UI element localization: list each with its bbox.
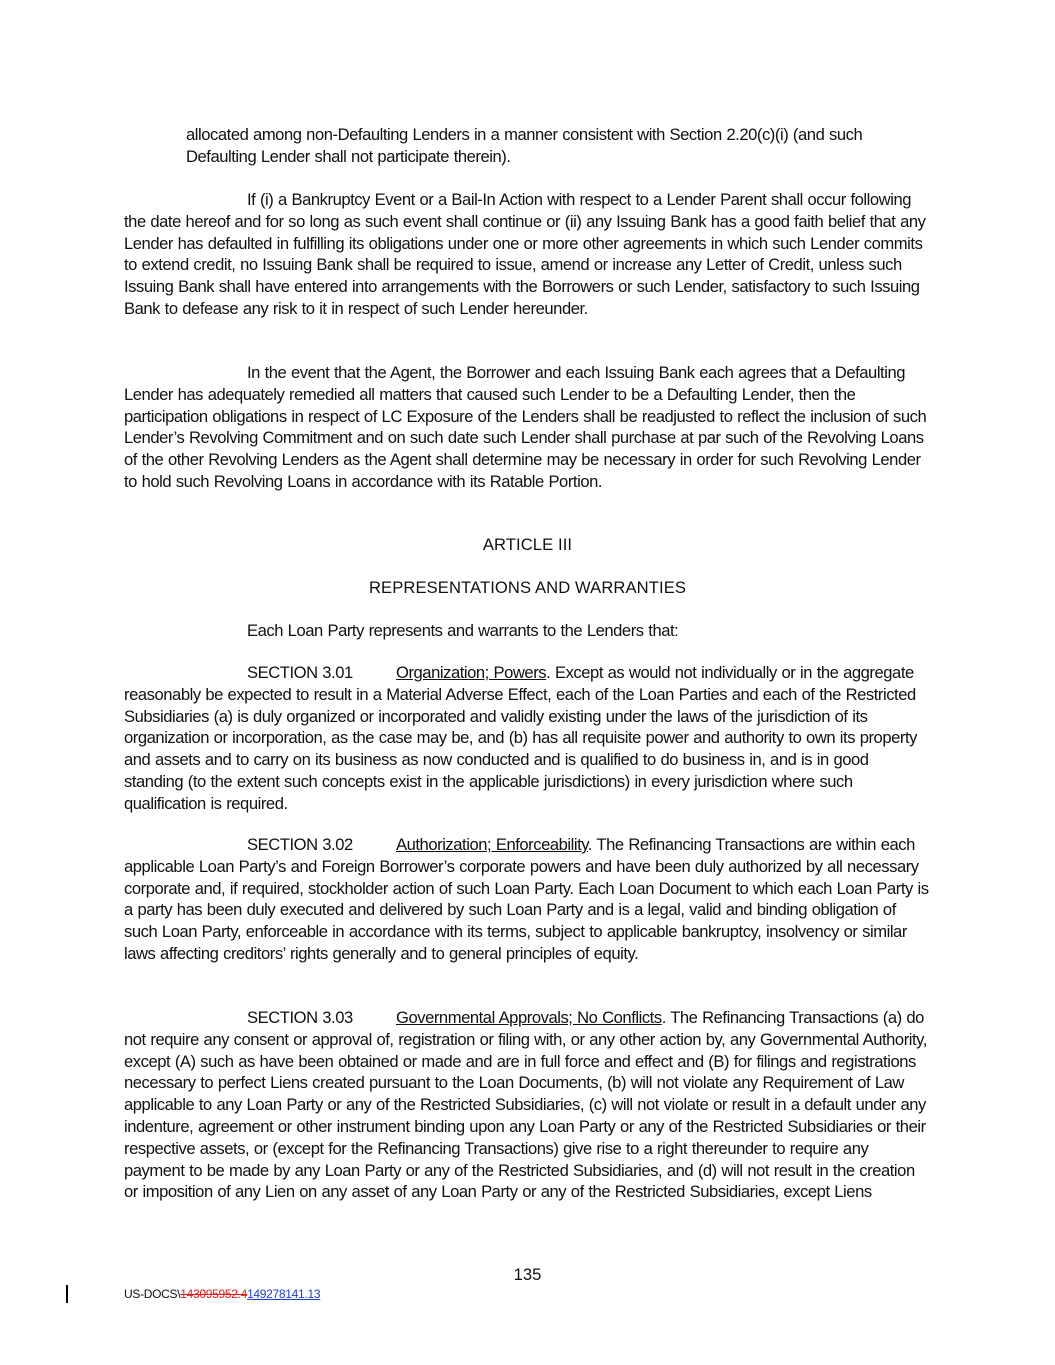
section-3-03 <box>124 1007 930 1203</box>
paragraph-defaulting-lender-remedy: In the event that the Agent, the Borrower and each Issuing Bank each agrees that a Defaulting Lender has adequately remedied all matters that caused such Lender to be a Defaulting Lender, then the participation obligations in respect of LC Exposure of the Lenders shall be readjusted to reflect the inclusion of such Lender’s Revolving Commitment and on such date such Lender shall purchase at par such of the Revolving Loans of the other Revolving Lenders as the Agent shall determine may be necessary in order for such Revolving Lender to hold such Revolving Loans in accordance with its Ratable Portion. <box>124 363 927 491</box>
section-body: . Except as would not individually or in the aggregate reasonably be expected to result in a Material Adverse Effect, each of the Loan Parties and each of the Restricted Subsidiaries (a) is duly organized or incorporated and validly existing under the laws of the jurisdiction of its organization or incorporation, as the case may be, and (b) has all requisite power and authority to own its property and assets and to carry on its business as now conducted and is qualified to do business in, and is in good standing (to the extent such concepts exist in the applicable jurisdictions) in every jurisdiction where such qualification is required. <box>124 663 917 813</box>
document-id-footer <box>124 1287 320 1301</box>
article-title: REPRESENTATIONS AND WARRANTIES <box>368 578 687 597</box>
article-heading: ARTICLE III <box>482 535 573 554</box>
section-body: . The Refinancing Transactions (a) do not require any consent or approval of, registration or filing with, or any other action by, any Governmental Authority, except (A) such as have been obtained or made and are in full force and effect and (B) for filings and registrations necessary to perfect Liens created pursuant to the Loan Documents, (b) will not violate any Requirement of Law applicable to any Loan Party or any of the Restricted Subsidiaries, (c) will not violate or result in a default under any indenture, agreement or other instrument binding upon any Loan Party or any of the Restricted Subsidiaries or their respective assets, or (except for the Refinancing Transactions) give rise to a right thereunder to require any payment to be made by any Loan Party or any of the Restricted Subsidiaries, and (d) will not result in the creation or imposition of any Lien on any asset of any Loan Party or any of the Restricted Subsidiaries, except Liens <box>124 1008 927 1202</box>
section-body: . The Refinancing Transactions are within each applicable Loan Party’s and Foreign Borrower’s corporate powers and have been duly authorized by all necessary corporate and, if required, stockholder action of such Loan Party. Each Loan Document to which each Loan Party is a party has been duly executed and delivered by such Loan Party and is a legal, valid and binding obligation of such Loan Party, enforceable in accordance with its terms, subject to applicable bankruptcy, insolvency or similar laws affecting creditors’ rights generally and to general principles of equity. <box>124 835 929 963</box>
section-3-01 <box>124 662 930 815</box>
inserted-doc-id: 149278141.13 <box>247 1287 321 1301</box>
section-title: Organization; Powers <box>396 663 547 682</box>
paragraph-continuation: allocated among non-Defaulting Lenders in a manner consistent with Section 2.20(c)(i) (and such Defaulting Lender shall not participate therein). <box>186 125 863 166</box>
section-title: Governmental Approvals; No Conflicts <box>396 1008 662 1027</box>
section-title: Authorization; Enforceability <box>396 835 588 854</box>
section-number: SECTION 3.03 <box>247 1008 353 1027</box>
page-number: 135 <box>513 1265 542 1284</box>
change-bar <box>66 1285 68 1303</box>
article-intro: Each Loan Party represents and warrants to the Lenders that: <box>247 621 679 640</box>
doc-prefix: US-DOCS\ <box>124 1287 181 1301</box>
paragraph-bankruptcy-event: If (i) a Bankruptcy Event or a Bail-In Action with respect to a Lender Parent shall occur following the date hereof and for so long as such event shall continue or (ii) any Issuing Bank has a good faith belief that any Lender has defaulted in fulfilling its obligations under one or more other agreements in which such Lender commits to extend credit, no Issuing Bank shall be required to issue, amend or increase any Letter of Credit, unless such Issuing Bank shall have entered into arrangements with the Borrowers or such Lender, satisfactory to such Issuing Bank to defease any risk to it in respect of such Lender hereunder. <box>124 190 926 318</box>
section-3-02 <box>124 834 930 965</box>
deleted-doc-id: 143095952.4 <box>180 1287 248 1301</box>
section-number: SECTION 3.01 <box>247 663 353 682</box>
section-number: SECTION 3.02 <box>247 835 353 854</box>
